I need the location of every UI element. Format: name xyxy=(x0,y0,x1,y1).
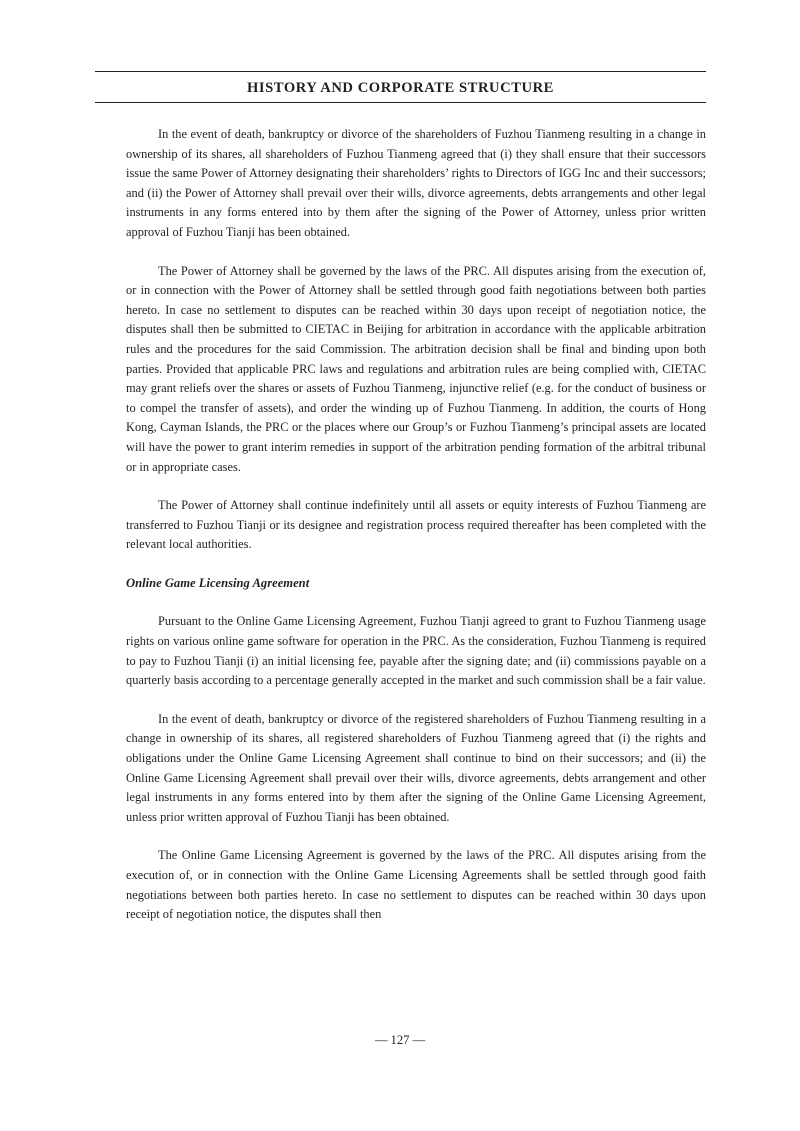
section-heading: Online Game Licensing Agreement xyxy=(126,575,310,590)
document-body xyxy=(126,125,706,925)
page-title: HISTORY AND CORPORATE STRUCTURE xyxy=(247,80,554,96)
paragraph-duration-power-of-attorney: The Power of Attorney shall continue indefinitely until all assets or equity interests of Fuzhou Tianmeng are transferred to Fuzhou Tianji or its designee and registration process required thereafter has been completed with the relevant local authorities. xyxy=(126,498,706,552)
paragraph-licensing-terms: Pursuant to the Online Game Licensing Agreement, Fuzhou Tianji agreed to grant to Fuzhou Tianmeng usage rights on various online game software for operation in the PRC. As the consideration, Fuzhou Tianmeng is required to pay to Fuzhou Tianji (i) an initial licensing fee, payable after the signing date; and (ii) commissions payable on a quarterly basis according to a percentage generally accepted in the market and such commission shall be a fair value. xyxy=(126,614,706,688)
page-header xyxy=(95,71,706,103)
paragraph-succession-power-of-attorney: In the event of death, bankruptcy or divorce of the shareholders of Fuzhou Tianmeng resulting in a change in ownership of its shares, all shareholders of Fuzhou Tianmeng agreed that (i) they shall ensure that their successors issue the same Power of Attorney designating their shareholders’ rights to Directors of IGG Inc and their successors; and (ii) the Power of Attorney shall prevail over their wills, divorce agreements, debts arrangements and other legal instruments in any forms entered into by them after the signing of the Power of Attorney, unless prior written approval of Fuzhou Tianji has been obtained. xyxy=(126,127,706,239)
paragraph-licensing-succession: In the event of death, bankruptcy or divorce of the registered shareholders of Fuzhou Tianmeng resulting in a change in ownership of its shares, all registered shareholders of Fuzhou Tianmeng agreed that (i) the rights and obligations under the Online Game Licensing Agreement shall continue to bind on their successors; and (ii) the Online Game Licensing Agreement shall prevail over their wills, divorce agreements, debts arrangement and other legal instruments in any forms entered into by them after the signing of the Online Game Licensing Agreement, unless prior written approval of Fuzhou Tianji has been obtained. xyxy=(126,711,706,824)
paragraph-licensing-governing-law: The Online Game Licensing Agreement is governed by the laws of the PRC. All disputes arising from the execution of, or in connection with the Online Game Licensing Agreements shall be settled through good faith negotiations between both parties hereto. In case no settlement to disputes can be reached within 30 days upon receipt of negotiation notice, the disputes shall then xyxy=(126,848,706,922)
paragraph-governing-law-power-of-attorney: The Power of Attorney shall be governed by the laws of the PRC. All disputes arising from the execution of, or in connection with the Power of Attorney shall be settled through good faith negotiations between both parties hereto. In case no settlement to disputes can be reached within 30 days upon receipt of negotiation notice, the disputes shall then be submitted to CIETAC in Beijing for arbitration in accordance with the applicable arbitration rules and the procedures for the said Commission. The arbitration decision shall be final and binding upon both parties. Provided that applicable PRC laws and regulations and arbitration rules are being complied with, CIETAC may grant reliefs over the shares or assets of Fuzhou Tianmeng, injunctive relief (e.g. for the conduct of business or to compel the transfer of assets), and order the winding up of Fuzhou Tianmeng. In addition, the courts of Hong Kong, Cayman Islands, the PRC or the places where our Group’s or Fuzhou Tianmeng’s principal assets are located will have the power to grant interim remedies in support of the arbitration pending formation of the arbitral tribunal or in appropriate cases. xyxy=(126,263,706,474)
page-number: — 127 — xyxy=(374,1033,426,1047)
